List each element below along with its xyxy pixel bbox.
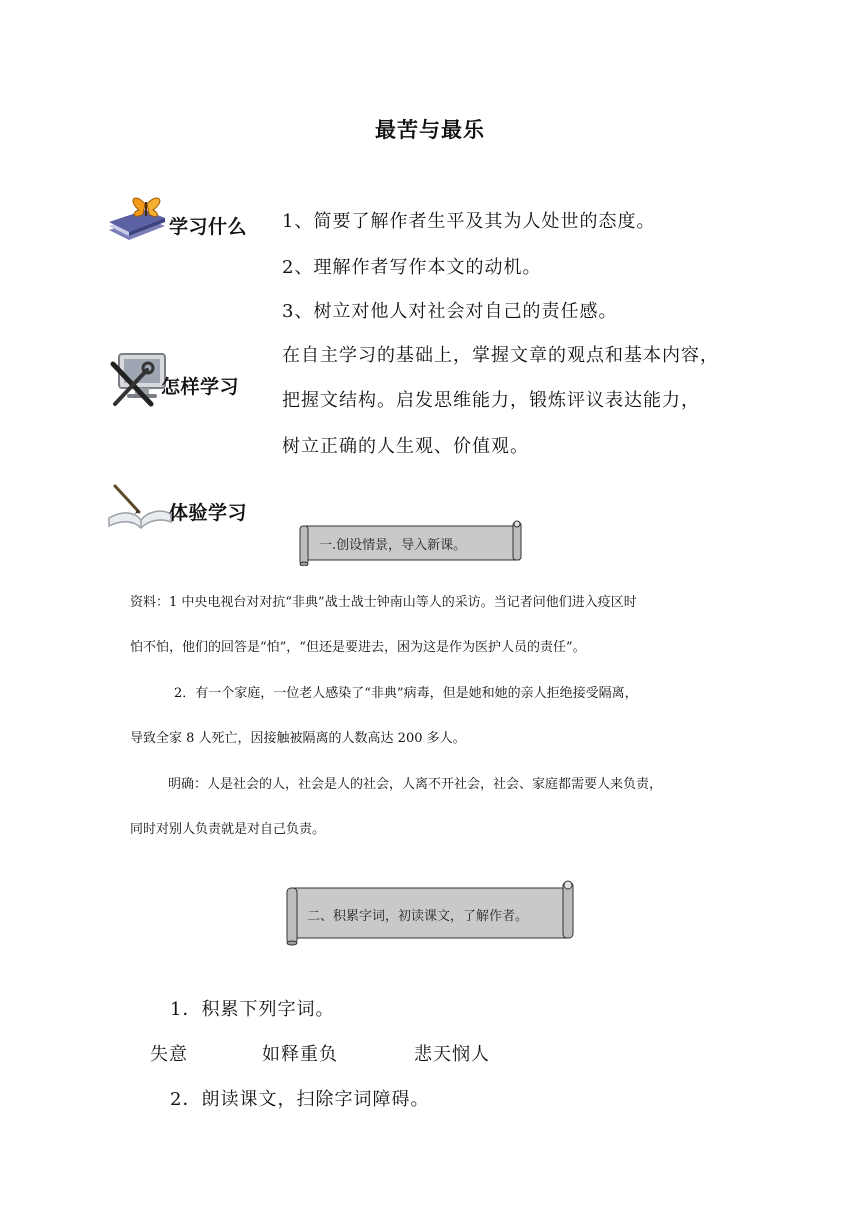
section-how-label: 怎样学习: [161, 376, 240, 398]
learn-item-1: 1、简要了解作者生平及其为人处世的态度。: [282, 211, 656, 232]
clarify-line-2: 同时对别人负责就是对自己负责。: [130, 822, 326, 837]
word-3: 悲天悯人: [414, 1044, 490, 1065]
scroll-banner-1: [297, 520, 523, 566]
word-2: 如释重负: [262, 1044, 338, 1065]
learn-item-2: 2、理解作者写作本文的动机。: [282, 257, 542, 278]
task-1: 1．积累下列字词。: [170, 999, 335, 1020]
material-line-3: 2．有一个家庭，一位老人感染了“非典”病毒，但是她和她的亲人拒绝接受隔离，: [174, 686, 638, 701]
section-experience-label: 体验学习: [169, 502, 248, 524]
how-line-3: 树立正确的人生观、价值观。: [282, 436, 529, 457]
clarify-line-1: 明确：人是社会的人，社会是人的社会，人离不开社会，社会、家庭都需要人来负责，: [168, 777, 663, 792]
material-line-1: 资料：1 中央电视台对对抗“非典”战士战士钟南山等人的采访。当记者问他们进入疫区时: [130, 595, 637, 610]
scroll-banner-2: [283, 880, 575, 946]
material-line-4: 导致全家 8 人死亡，因接触被隔离的人数高达 200 多人。: [130, 731, 466, 746]
banner-2-text: 二、积累字词，初读课文，了解作者。: [307, 909, 529, 924]
section-learn-badge: [105, 190, 265, 250]
page-title: 最苦与最乐: [375, 118, 485, 142]
section-experience-badge: [105, 478, 265, 534]
books-butterfly-icon: [105, 190, 175, 250]
task-2: 2．朗读课文，扫除字词障碍。: [170, 1089, 430, 1110]
section-how-badge: [105, 350, 265, 410]
learn-item-3: 3、树立对他人对社会对自己的责任感。: [282, 301, 618, 322]
banner-1-text: 一.创设情景，导入新课。: [319, 538, 467, 553]
how-line-1: 在自主学习的基础上，掌握文章的观点和基本内容，: [282, 345, 719, 366]
material-line-2: 怕不怕，他们的回答是“怕”，“但还是要进去，困为这是作为医护人员的责任”。: [130, 640, 586, 655]
section-learn-label: 学习什么: [169, 216, 248, 238]
how-line-2: 把握文结构。启发思维能力，锻炼评议表达能力，: [282, 390, 700, 411]
word-1: 失意: [150, 1044, 188, 1065]
open-book-pen-icon: [105, 478, 175, 534]
